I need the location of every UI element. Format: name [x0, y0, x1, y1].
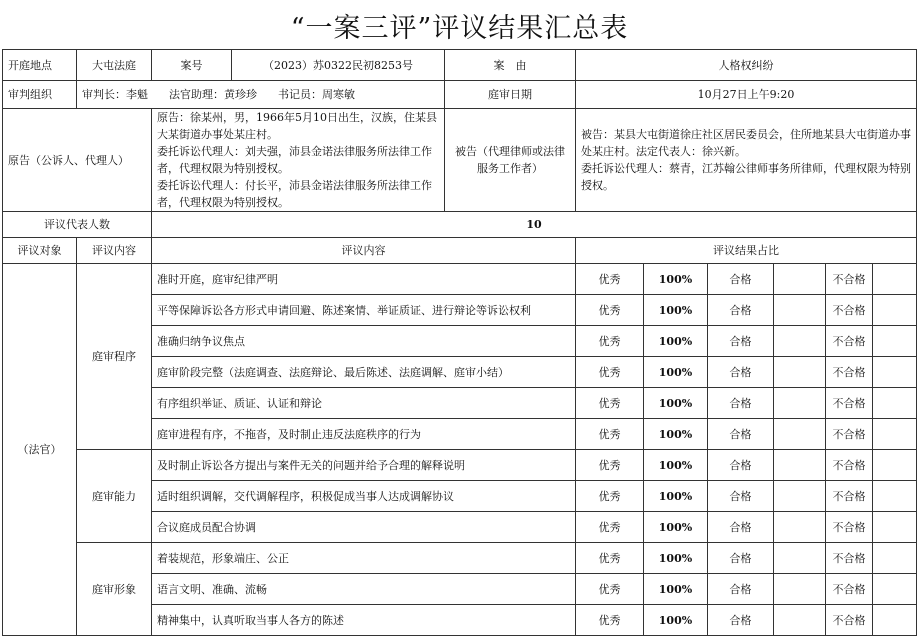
unqualified-percent: [873, 264, 917, 295]
evaluation-item-text: 庭审阶段完整（法庭调查、法庭辩论、最后陈述、法庭调解、庭审小结）: [152, 357, 576, 388]
column-header-row: [3, 238, 917, 264]
evaluation-row: [3, 264, 917, 295]
qualified-percent: [774, 326, 826, 357]
qualified-percent: [774, 512, 826, 543]
panel-label: 审判组织: [3, 81, 77, 109]
evaluation-item-text: 准时开庭，庭审纪律严明: [152, 264, 576, 295]
evaluation-item-text: 合议庭成员配合协调: [152, 512, 576, 543]
qualified-label: 合格: [708, 264, 774, 295]
defendant-details: [576, 109, 917, 212]
cause-value: 人格权纠纷: [576, 50, 917, 81]
page-title: “一案三评”评议结果汇总表: [290, 13, 629, 44]
parties-row: [3, 109, 917, 212]
excellent-label: 优秀: [576, 512, 644, 543]
unqualified-label: 不合格: [826, 264, 873, 295]
unqualified-label: 不合格: [826, 357, 873, 388]
qualified-label: 合格: [708, 326, 774, 357]
unqualified-label: 不合格: [826, 419, 873, 450]
court-clerk: 书记员：周寒敏: [277, 88, 355, 101]
qualified-label: 合格: [708, 388, 774, 419]
evaluation-object: （法官）: [3, 264, 77, 636]
location-label: 开庭地点: [3, 50, 77, 81]
excellent-percent: 100%: [644, 450, 708, 481]
qualified-label: 合格: [708, 481, 774, 512]
qualified-percent: [774, 481, 826, 512]
evaluation-item-text: 适时组织调解，交代调解程序，积极促成当事人达成调解协议: [152, 481, 576, 512]
evaluation-row: [3, 543, 917, 574]
case-no-value: （2023）苏0322民初8253号: [232, 50, 445, 81]
unqualified-label: 不合格: [826, 605, 873, 636]
evaluation-item-text: 语言文明、准确、流畅: [152, 574, 576, 605]
unqualified-percent: [873, 450, 917, 481]
excellent-label: 优秀: [576, 574, 644, 605]
hearing-date-value: 10月27日上午9:20: [576, 81, 917, 109]
plaintiff-line: 委托诉讼代理人：付长平，沛县金诺法律服务所法律工作者，代理权限为特别授权。: [157, 179, 432, 209]
qualified-percent: [774, 543, 826, 574]
unqualified-percent: [873, 326, 917, 357]
evaluation-item-text: 平等保障诉讼各方形式申请回避、陈述案情、举证质证、进行辩论等诉讼权利: [152, 295, 576, 326]
unqualified-label: 不合格: [826, 388, 873, 419]
panel-row: [3, 81, 917, 109]
qualified-percent: [774, 357, 826, 388]
qualified-label: 合格: [708, 295, 774, 326]
qualified-label: 合格: [708, 357, 774, 388]
excellent-label: 优秀: [576, 357, 644, 388]
qualified-label: 合格: [708, 419, 774, 450]
plaintiff-line: 委托诉讼代理人：刘夫强，沛县金诺法律服务所法律工作者，代理权限为特别授权。: [157, 145, 432, 175]
evaluation-item-text: 准确归纳争议焦点: [152, 326, 576, 357]
evaluation-item-text: 庭审进程有序，不拖沓，及时制止违反法庭秩序的行为: [152, 419, 576, 450]
qualified-percent: [774, 264, 826, 295]
reps-label: 评议代表人数: [3, 212, 152, 238]
evaluation-category: 庭审形象: [77, 543, 152, 636]
hearing-date-label: 庭审日期: [445, 81, 576, 109]
unqualified-percent: [873, 388, 917, 419]
unqualified-percent: [873, 543, 917, 574]
excellent-label: 优秀: [576, 605, 644, 636]
header-category: 评议内容: [77, 238, 152, 264]
evaluation-item-text: 及时制止诉讼各方提出与案件无关的问题并给予合理的解释说明: [152, 450, 576, 481]
excellent-percent: 100%: [644, 264, 708, 295]
excellent-label: 优秀: [576, 326, 644, 357]
unqualified-label: 不合格: [826, 512, 873, 543]
excellent-label: 优秀: [576, 543, 644, 574]
location-row: [3, 50, 917, 81]
excellent-percent: 100%: [644, 574, 708, 605]
qualified-percent: [774, 419, 826, 450]
qualified-percent: [774, 605, 826, 636]
excellent-percent: 100%: [644, 512, 708, 543]
unqualified-percent: [873, 574, 917, 605]
evaluation-item-text: 有序组织举证、质证、认证和辩论: [152, 388, 576, 419]
qualified-label: 合格: [708, 574, 774, 605]
evaluation-item-text: 着装规范，形象端庄、公正: [152, 543, 576, 574]
unqualified-percent: [873, 419, 917, 450]
unqualified-label: 不合格: [826, 326, 873, 357]
plaintiff-label: 原告（公诉人、代理人）: [3, 109, 152, 212]
unqualified-percent: [873, 295, 917, 326]
excellent-label: 优秀: [576, 419, 644, 450]
qualified-label: 合格: [708, 605, 774, 636]
excellent-label: 优秀: [576, 295, 644, 326]
unqualified-percent: [873, 481, 917, 512]
excellent-percent: 100%: [644, 605, 708, 636]
cause-label: 案 由: [445, 50, 576, 81]
qualified-percent: [774, 388, 826, 419]
location-value: 大屯法庭: [77, 50, 152, 81]
defendant-label: 被告（代理律师或法律服务工作者）: [445, 109, 576, 212]
unqualified-label: 不合格: [826, 543, 873, 574]
defendant-line: 被告：某县大屯街道徐庄社区居民委员会，住所地某县大屯街道办事处某庄村。法定代表人：徐兴新。: [581, 128, 911, 158]
unqualified-label: 不合格: [826, 481, 873, 512]
evaluation-row: [3, 450, 917, 481]
excellent-percent: 100%: [644, 295, 708, 326]
excellent-percent: 100%: [644, 357, 708, 388]
unqualified-label: 不合格: [826, 574, 873, 605]
excellent-percent: 100%: [644, 543, 708, 574]
excellent-percent: 100%: [644, 388, 708, 419]
qualified-percent: [774, 574, 826, 605]
evaluation-summary-table: [2, 49, 917, 636]
header-result: 评议结果占比: [576, 238, 917, 264]
unqualified-label: 不合格: [826, 450, 873, 481]
reps-row: [3, 212, 917, 238]
case-no-label: 案号: [152, 50, 232, 81]
unqualified-percent: [873, 357, 917, 388]
evaluation-item-text: 精神集中，认真听取当事人各方的陈述: [152, 605, 576, 636]
excellent-label: 优秀: [576, 481, 644, 512]
judge-assistant: 法官助理：黄珍珍: [168, 88, 257, 101]
excellent-label: 优秀: [576, 264, 644, 295]
excellent-percent: 100%: [644, 481, 708, 512]
excellent-label: 优秀: [576, 388, 644, 419]
unqualified-percent: [873, 605, 917, 636]
presiding-judge: 审判长：李魁: [82, 88, 148, 101]
evaluation-category: 庭审能力: [77, 450, 152, 543]
plaintiff-line: 原告：徐某州，男，1966年5月10日出生，汉族，住某县大某街道办事处某庄村。: [157, 111, 437, 141]
reps-value: 10: [152, 212, 917, 238]
excellent-percent: 100%: [644, 419, 708, 450]
qualified-label: 合格: [708, 543, 774, 574]
plaintiff-details: [152, 109, 445, 212]
panel-members: [77, 81, 445, 109]
excellent-label: 优秀: [576, 450, 644, 481]
excellent-percent: 100%: [644, 326, 708, 357]
evaluation-category: 庭审程序: [77, 264, 152, 450]
qualified-percent: [774, 450, 826, 481]
qualified-percent: [774, 295, 826, 326]
header-object: 评议对象: [3, 238, 77, 264]
qualified-label: 合格: [708, 512, 774, 543]
defendant-line: 委托诉讼代理人：蔡青，江苏翰公律师事务所律师，代理权限为特别授权。: [581, 162, 911, 192]
unqualified-percent: [873, 512, 917, 543]
qualified-label: 合格: [708, 450, 774, 481]
unqualified-label: 不合格: [826, 295, 873, 326]
header-content: 评议内容: [152, 238, 576, 264]
